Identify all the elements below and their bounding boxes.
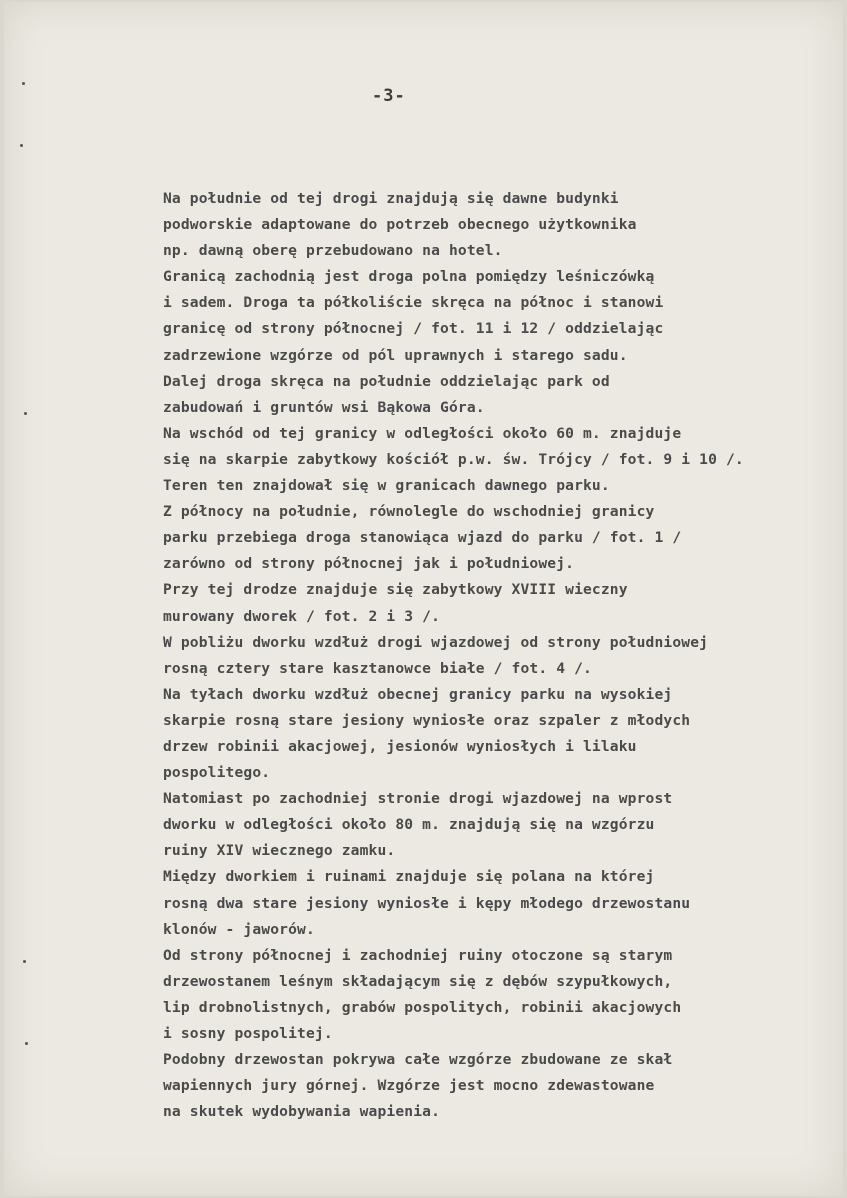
- text-line: rosną cztery stare kasztanowce białe / fot. 4 /.: [163, 659, 592, 677]
- text-line: Dalej droga skręca na południe oddzielając park od: [163, 372, 610, 390]
- text-line: klonów - jaworów.: [163, 920, 315, 938]
- text-line: na skutek wydobywania wapienia.: [163, 1103, 441, 1121]
- text-line: Podobny drzewostan pokrywa całe wzgórze zbudowane ze skał: [163, 1051, 673, 1069]
- text-line: skarpie rosną stare jesiony wyniosłe oraz szpaler z młodych: [163, 711, 691, 729]
- text-line: zarówno od strony północnej jak i południowej.: [163, 555, 575, 573]
- text-line: lip drobnolistnych, grabów pospolitych, robinii akacjowych: [163, 998, 682, 1016]
- text-line: wapiennych jury górnej. Wzgórze jest mocno zdewastowane: [163, 1077, 655, 1095]
- text-line: Na tyłach dworku wzdłuż obecnej granicy parku na wysokiej: [163, 685, 673, 703]
- text-line: podworskie adaptowane do potrzeb obecnego użytkownika: [163, 216, 637, 234]
- text-line: rosną dwa stare jesiony wyniosłe i kępy młodego drzewostanu: [163, 894, 691, 912]
- margin-punch-mark: [24, 412, 27, 415]
- text-line: zadrzewione wzgórze od pól uprawnych i starego sadu.: [163, 346, 628, 364]
- text-line: Na wschód od tej granicy w odległości około 60 m. znajduje: [163, 424, 682, 442]
- text-line: drzewostanem leśnym składającym się z dębów szypułkowych,: [163, 972, 673, 990]
- text-line: Teren ten znajdował się w granicach dawnego parku.: [163, 477, 610, 495]
- text-line: Od strony północnej i zachodniej ruiny otoczone są starym: [163, 946, 673, 964]
- text-line: Na południe od tej drogi znajdują się dawne budynki: [163, 190, 619, 207]
- text-line: Z północy na południe, równolegle do wschodniej granicy: [163, 503, 655, 521]
- page-number: -3-: [372, 86, 406, 106]
- text-line: drzew robinii akacjowej, jesionów wyniosłych i lilaku: [163, 737, 637, 755]
- text-line: granicę od strony północnej / fot. 11 i 12 / oddzielając: [163, 320, 664, 338]
- text-line: parku przebiega droga stanowiąca wjazd do parku / fot. 1 /: [163, 529, 682, 547]
- margin-punch-mark: [23, 960, 26, 963]
- margin-punch-mark: [20, 144, 23, 147]
- text-line: murowany dworek / fot. 2 i 3 /.: [163, 607, 441, 625]
- text-line: Granicą zachodnią jest droga polna pomiędzy leśniczówką: [163, 268, 655, 286]
- text-line: W pobliżu dworku wzdłuż drogi wjazdowej od strony południowej: [163, 633, 709, 651]
- margin-punch-mark: [22, 82, 25, 85]
- text-line: i sadem. Droga ta półkoliście skręca na północ i stanowi: [163, 294, 664, 312]
- text-line: Między dworkiem i ruinami znajduje się polana na której: [163, 868, 655, 886]
- text-line: ruiny XIV wiecznego zamku.: [163, 842, 396, 860]
- text-line: Natomiast po zachodniej stronie drogi wjazdowej na wprost: [163, 790, 673, 808]
- text-line: i sosny pospolitej.: [163, 1025, 333, 1042]
- text-line: pospolitego.: [163, 764, 271, 782]
- text-line: np. dawną oberę przebudowano na hotel.: [163, 242, 503, 260]
- typed-text-body: [163, 186, 833, 1125]
- text-line: Przy tej drodze znajduje się zabytkowy XVIII wieczny: [163, 581, 628, 599]
- text-line: zabudowań i gruntów wsi Bąkowa Góra.: [163, 398, 485, 416]
- margin-punch-mark: [25, 1042, 28, 1045]
- text-line: się na skarpie zabytkowy kościół p.w. św. Trójcy / fot. 9 i 10 /.: [163, 450, 744, 468]
- text-line: dworku w odległości około 80 m. znajdują się na wzgórzu: [163, 816, 655, 834]
